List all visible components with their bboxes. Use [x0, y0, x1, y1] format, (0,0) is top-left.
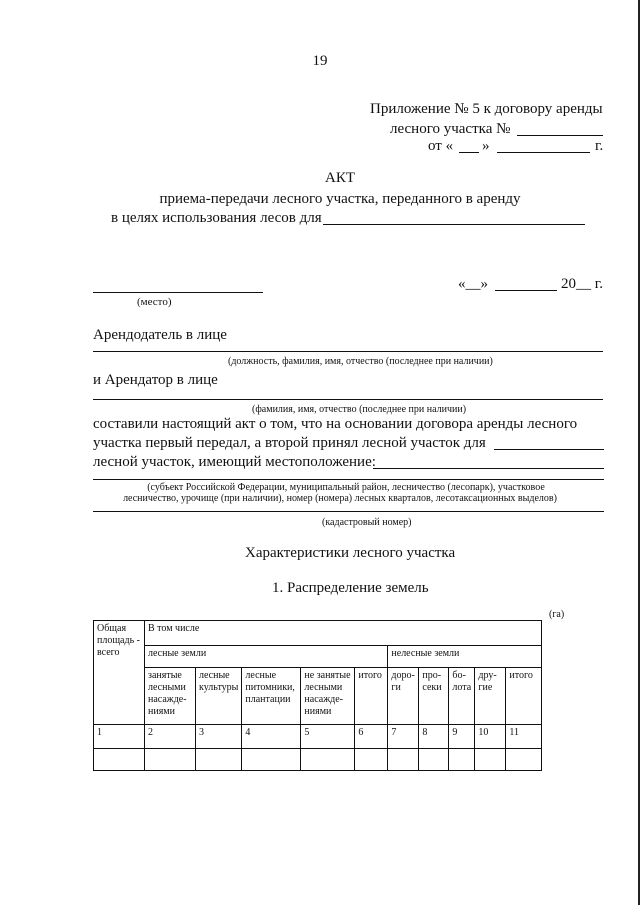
- col-number: 10: [475, 725, 506, 749]
- land-distribution-table: [93, 620, 542, 771]
- lessee-line: [93, 399, 603, 400]
- data-cell: [475, 749, 506, 771]
- col-header: доро-ги: [388, 668, 419, 725]
- purpose-label: в целях использования лесов для: [111, 210, 322, 226]
- appendix-ot: от «: [428, 138, 454, 154]
- location-line-1: [373, 468, 604, 469]
- body-line-1: составили настоящий акт о том, что на основании договора аренды лесного: [93, 416, 578, 432]
- data-cell: [355, 749, 388, 771]
- date-month-line: [495, 290, 557, 291]
- act-title: АКТ: [325, 170, 355, 186]
- body-line-2: участка первый передал, а второй принял лесной участок для: [93, 435, 486, 451]
- data-cell: [506, 749, 542, 771]
- lessee-caption: (фамилия, имя, отчество (последнее при наличии): [252, 404, 467, 415]
- col-header: бо-лота: [449, 668, 475, 725]
- appendix-quote-close: »: [482, 138, 490, 154]
- month-line: [497, 152, 590, 153]
- date-day: «__»: [458, 276, 488, 292]
- data-cell: [145, 749, 196, 771]
- cadastral-caption: (кадастровый номер): [322, 517, 412, 528]
- col-header: лесные культуры: [196, 668, 242, 725]
- data-cell: [388, 749, 419, 771]
- col-header: про-секи: [419, 668, 449, 725]
- col-header: итого: [506, 668, 542, 725]
- day-line: [459, 152, 479, 153]
- lessor-label: Арендодатель в лице: [93, 327, 227, 343]
- appendix-line-2: лесного участка №: [390, 121, 511, 137]
- data-cell: [196, 749, 242, 771]
- act-subtitle: приема-передачи лесного участка, переданного в аренду: [159, 191, 521, 207]
- header-total: Общая площадь - всего: [94, 621, 145, 725]
- date-year: 20__ г.: [561, 276, 603, 292]
- header-forest: лесные земли: [145, 646, 388, 668]
- col-number: 9: [449, 725, 475, 749]
- lessor-caption: (должность, фамилия, имя, отчество (последнее при наличии): [228, 356, 493, 367]
- col-number: 7: [388, 725, 419, 749]
- place-line: [93, 292, 263, 293]
- page-number: 19: [312, 53, 328, 69]
- col-number: 8: [419, 725, 449, 749]
- cadastral-line: [93, 511, 604, 512]
- col-number: 5: [301, 725, 355, 749]
- lessor-line: [93, 351, 603, 352]
- col-number: 6: [355, 725, 388, 749]
- lessee-label: и Арендатор в лице: [93, 372, 218, 388]
- data-cell: [301, 749, 355, 771]
- subsection-title: 1. Распределение земель: [272, 580, 429, 596]
- data-cell: [449, 749, 475, 771]
- data-cell: [94, 749, 145, 771]
- unit-label: (га): [549, 609, 565, 620]
- location-caption-1: (субъект Российской Федерации, муниципальный район, лесничество (лесопарк), участковое: [147, 482, 545, 493]
- header-including: В том числе: [145, 621, 542, 646]
- section-title: Характеристики лесного участка: [245, 545, 456, 561]
- appendix-line-1: Приложение № 5 к договору аренды: [370, 101, 603, 117]
- data-cell: [242, 749, 301, 771]
- header-nonforest: нелесные земли: [388, 646, 542, 668]
- location-caption-2: лесничество, урочище (при наличии), номер (номера) лесных кварталов, лесотаксационных выделов): [123, 493, 557, 504]
- col-number: 4: [242, 725, 301, 749]
- data-cell: [419, 749, 449, 771]
- col-number: 2: [145, 725, 196, 749]
- col-number: 1: [94, 725, 145, 749]
- col-header: итого: [355, 668, 388, 725]
- col-header: не занятые лесными насажде-ниями: [301, 668, 355, 725]
- col-header: занятые лесными насажде-ниями: [145, 668, 196, 725]
- col-header: лесные питомники, плантации: [242, 668, 301, 725]
- col-number: 3: [196, 725, 242, 749]
- place-caption: (место): [137, 296, 172, 308]
- contract-number-line: [517, 135, 603, 136]
- appendix-g: г.: [595, 138, 604, 154]
- location-line-2: [93, 479, 604, 480]
- purpose-line: [323, 224, 585, 225]
- col-header: дру-гие: [475, 668, 506, 725]
- col-number: 11: [506, 725, 542, 749]
- body-line-3: лесной участок, имеющий местоположение:: [93, 454, 376, 470]
- purpose-line-2: [494, 449, 604, 450]
